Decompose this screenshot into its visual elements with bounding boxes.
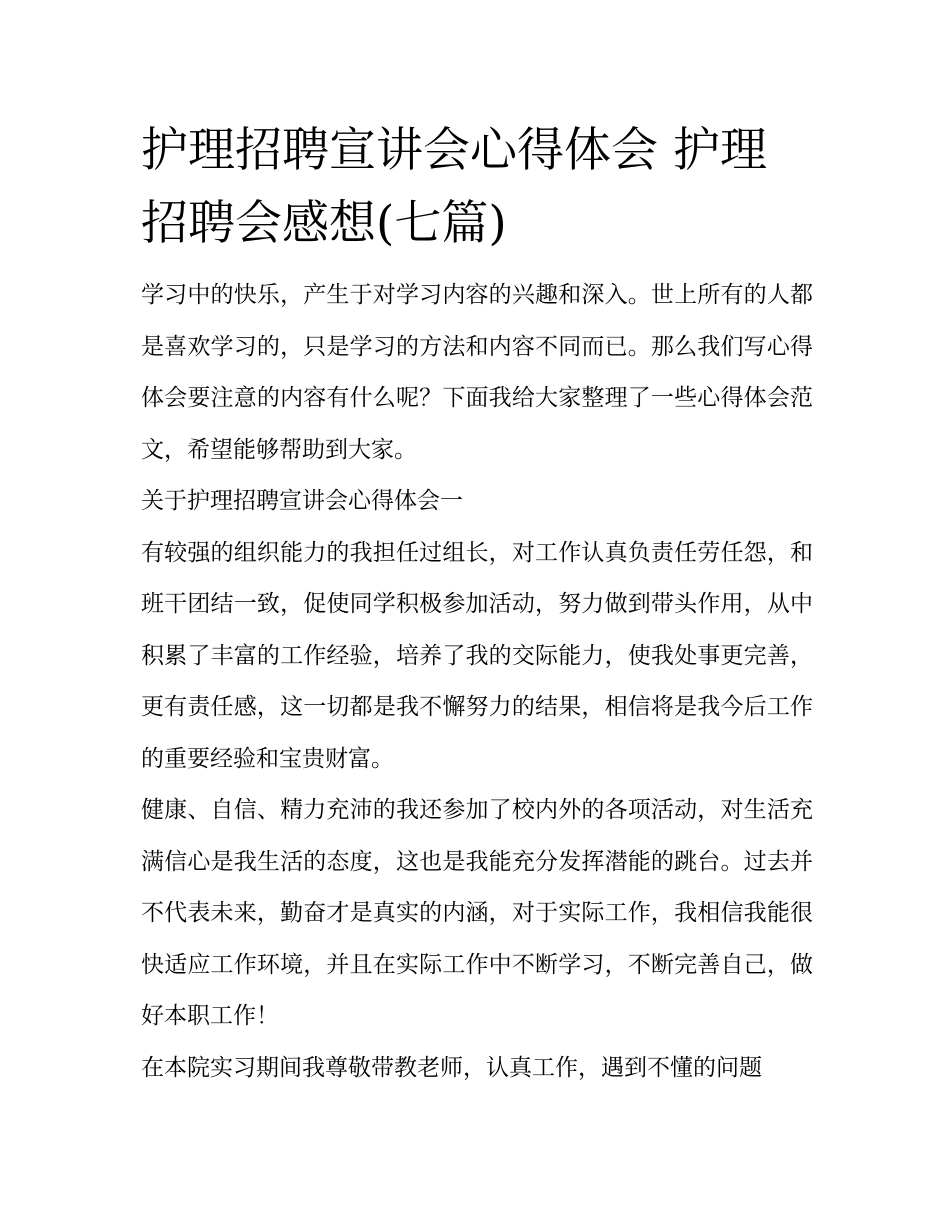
paragraph-activities: 健康、自信、精力充沛的我还参加了校内外的各项活动，对生活充满信心是我生活的态度，这也是我能充分发挥潜能的跳台。过去并不代表未来，勤奋才是真实的内涵，对于实际工作，我相信我能很快适应工作环境，并且在实际工作中不断学习，不断完善自己，做好本职工作！ [141, 797, 813, 1029]
paragraph-organization: 有较强的组织能力的我担任过组长，对工作认真负责任劳任怨，和班干团结一致，促使同学积极参加活动，努力做到带头作用，从中积累了丰富的工作经验，培养了我的交际能力，使我处事更完善，更有责任感，这一切都是我不懈努力的结果，相信将是我今后工作的重要经验和宝贵财富。 [141, 539, 813, 772]
document-title: 护理招聘宣讲会心得体会 护理招聘会感想(七篇) [141, 123, 767, 251]
paragraph-intro: 学习中的快乐，产生于对学习内容的兴趣和深入。世上所有的人都是喜欢学习的，只是学习的方法和内容不同而已。那么我们写心得体会要注意的内容有什么呢？下面我给大家整理了一些心得体会范文，希望能够帮助到大家。 [141, 282, 813, 463]
section-heading: 关于护理招聘宣讲会心得体会一 [141, 488, 463, 514]
document-body [141, 114, 813, 1094]
paragraph-internship: 在本院实习期间我尊敬带教老师，认真工作，遇到不懂的问题 [141, 1054, 762, 1081]
